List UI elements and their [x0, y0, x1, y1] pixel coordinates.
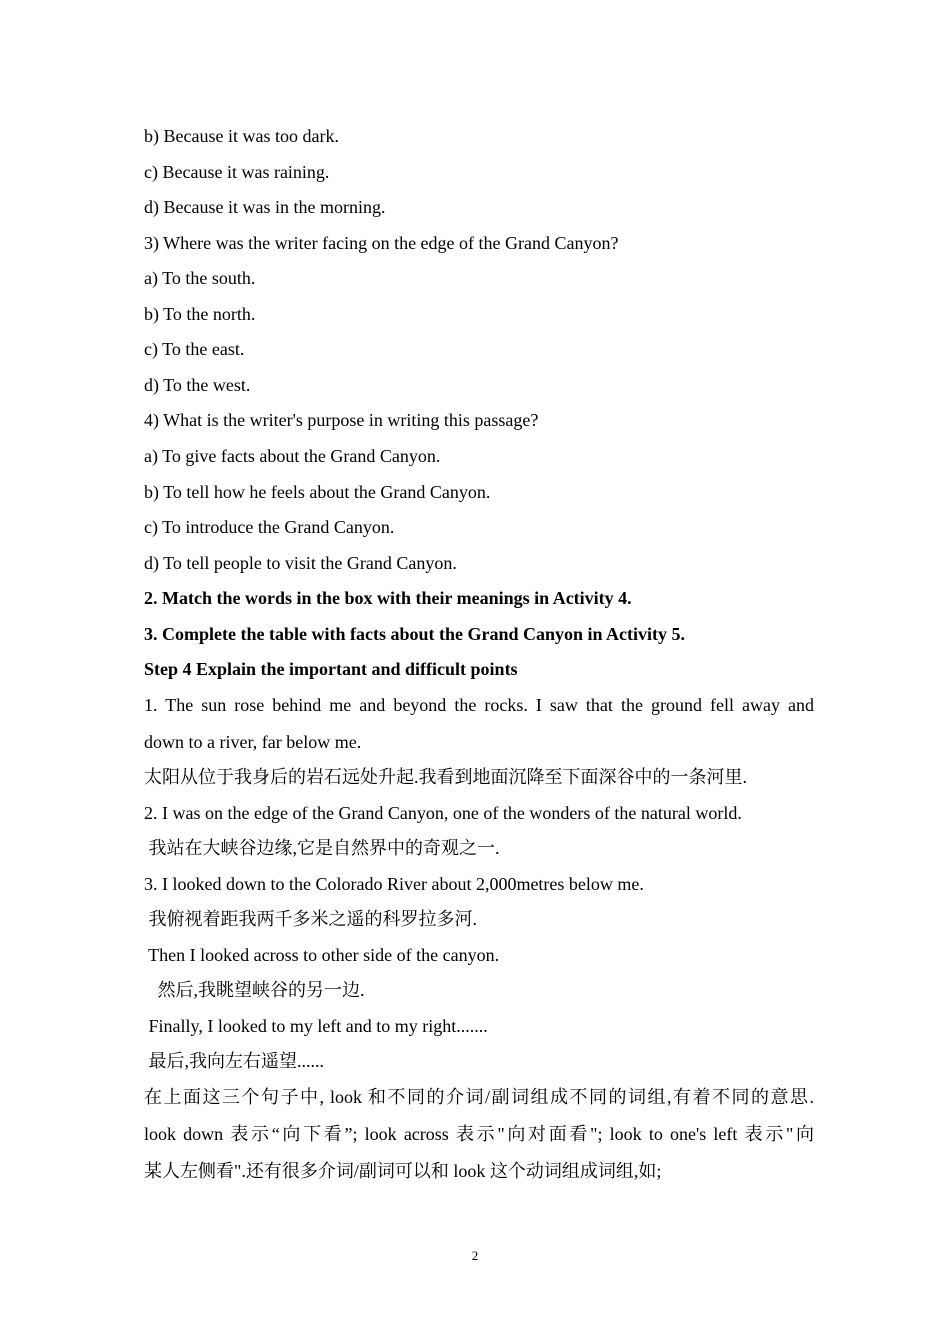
task-heading-2: 2. Match the words in the box with their meanings in Activity 4.	[144, 588, 632, 608]
answer-option-2d: d) Because it was in the morning.	[144, 197, 386, 217]
step-4-heading: Step 4 Explain the important and difficult points	[144, 659, 518, 679]
page-number: 2	[471, 1248, 479, 1263]
answer-option-3a: a) To the south.	[144, 268, 256, 288]
answer-option-3d: d) To the west.	[144, 375, 251, 395]
point-1-sentence: 1. The sun rose behind me and beyond the rocks. I saw that the ground fell away and	[144, 695, 814, 715]
example-translation-left-right: 最后,我向左右遥望......	[144, 1051, 324, 1071]
explanation-line-2: look down 表示“向下看”; look across 表示"向对面看"; look to one's left 表示"向	[144, 1124, 814, 1144]
answer-option-4d: d) To tell people to visit the Grand Canyon.	[144, 553, 457, 573]
answer-option-4a: a) To give facts about the Grand Canyon.	[144, 446, 441, 466]
point-1-sentence-cont: down to a river, far below me.	[144, 732, 362, 752]
answer-option-4c: c) To introduce the Grand Canyon.	[144, 517, 395, 537]
point-3-translation: 我俯视着距我两千多米之遥的科罗拉多河.	[144, 909, 477, 929]
example-sentence-across: Then I looked across to other side of the canyon.	[144, 945, 500, 965]
answer-option-2c: c) Because it was raining.	[144, 162, 330, 182]
answer-option-4b: b) To tell how he feels about the Grand Canyon.	[144, 482, 491, 502]
answer-option-3b: b) To the north.	[144, 304, 256, 324]
question-3: 3) Where was the writer facing on the edge of the Grand Canyon?	[144, 233, 619, 253]
point-2-translation: 我站在大峡谷边缘,它是自然界中的奇观之一.	[144, 838, 500, 858]
answer-option-3c: c) To the east.	[144, 339, 245, 359]
example-sentence-left-right: Finally, I looked to my left and to my right.......	[144, 1016, 488, 1036]
point-2-sentence: 2. I was on the edge of the Grand Canyon, one of the wonders of the natural world.	[144, 803, 742, 823]
explanation-line-3: 某人左侧看".还有很多介词/副词可以和 look 这个动词组成词组,如;	[144, 1161, 662, 1181]
task-heading-3: 3. Complete the table with facts about the Grand Canyon in Activity 5.	[144, 624, 685, 644]
answer-option-2b: b) Because it was too dark.	[144, 126, 339, 146]
point-1-translation: 太阳从位于我身后的岩石远处升起.我看到地面沉降至下面深谷中的一条河里.	[144, 767, 747, 787]
point-3-sentence: 3. I looked down to the Colorado River about 2,000metres below me.	[144, 874, 644, 894]
example-translation-across: 然后,我眺望峡谷的另一边.	[144, 980, 365, 1000]
explanation-line-1: 在上面这三个句子中, look 和不同的介词/副词组成不同的词组,有着不同的意思.	[144, 1087, 814, 1107]
question-4: 4) What is the writer's purpose in writing this passage?	[144, 410, 539, 430]
